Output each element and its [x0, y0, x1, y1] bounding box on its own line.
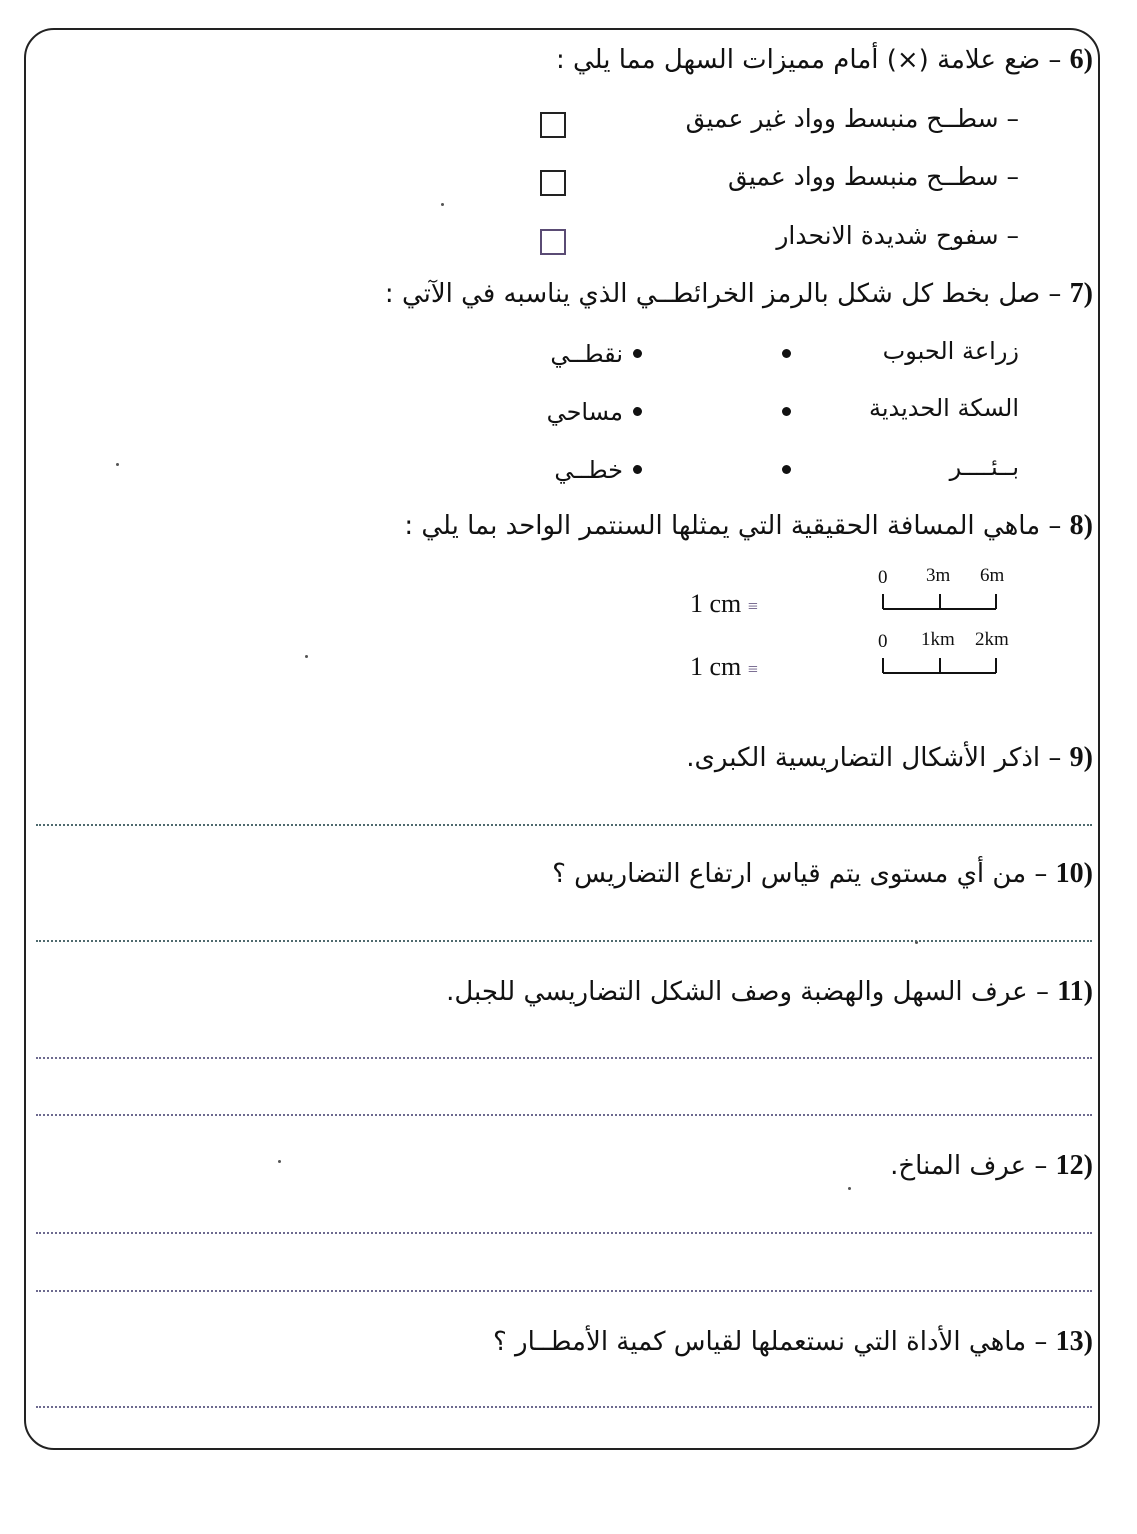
question-8 — [404, 510, 1093, 542]
q7-term-1: زراعة الحبوب — [882, 337, 1019, 365]
question-10-number: 10) — [1055, 858, 1093, 889]
question-6-text: – ضع علامة (×) أمام مميزات السهل مما يلي : — [555, 45, 1062, 75]
scale-2-answer — [690, 652, 758, 684]
answer-line-q9[interactable] — [36, 824, 1092, 826]
question-8-text: – ماهي المسافة الحقيقية التي يمثلها السنتمر الواحد بما يلي : — [404, 511, 1062, 541]
scale-2-answer-value: 1 cm — [690, 652, 742, 681]
question-6 — [556, 44, 1093, 76]
scale-1-tick-1: 3m — [926, 565, 951, 586]
scale-1-answer-value: 1 cm — [690, 589, 742, 618]
question-11-text: – عرف السهل والهضبة وصف الشكل التضاريسي للجبل. — [446, 977, 1049, 1007]
q7-term-dot-3[interactable] — [782, 465, 791, 474]
q7-symbol-2: مساحي — [546, 398, 623, 426]
scale-2-equiv: ≡ — [747, 659, 758, 679]
q6-checkbox-2[interactable] — [540, 170, 566, 196]
q7-term-dot-1[interactable] — [782, 349, 791, 358]
question-6-number: 6) — [1069, 44, 1093, 75]
scan-speck — [441, 203, 444, 206]
q6-option-3: – سفوح شديدة الانحدار — [776, 221, 1019, 250]
question-12-number: 12) — [1055, 1150, 1093, 1181]
q7-term-dot-2[interactable] — [782, 407, 791, 416]
question-9 — [686, 742, 1093, 774]
question-7-text: – صل بخط كل شكل بالرمز الخرائطــي الذي يناسبه في الآتي : — [384, 279, 1062, 309]
q7-symbol-dot-1[interactable] — [633, 349, 642, 358]
question-13 — [493, 1326, 1093, 1358]
q7-term-3: بــئــــر — [949, 453, 1019, 481]
answer-line-q10[interactable] — [36, 940, 1092, 942]
answer-line-q12-1[interactable] — [36, 1232, 1092, 1234]
question-10-text: – من أي مستوى يتم قياس ارتفاع التضاريس ؟ — [552, 859, 1048, 889]
scan-speck — [915, 941, 918, 944]
answer-line-q11-1[interactable] — [36, 1057, 1092, 1059]
question-9-number: 9) — [1069, 742, 1093, 773]
q6-option-1: – سطــح منبسط وواد غير عميق — [685, 104, 1019, 133]
scale-2-tick-2: 2km — [975, 629, 1009, 650]
answer-line-q13[interactable] — [36, 1406, 1092, 1408]
question-11 — [446, 976, 1093, 1008]
question-7-number: 7) — [1069, 278, 1093, 309]
question-9-text: – اذكر الأشكال التضاريسية الكبرى. — [686, 743, 1062, 773]
scale-2-tick-0: 0 — [878, 631, 888, 652]
question-12 — [890, 1150, 1093, 1182]
scale-1-equiv: ≡ — [747, 596, 758, 616]
answer-line-q12-2[interactable] — [36, 1290, 1092, 1292]
q7-symbol-3: خطــي — [554, 456, 623, 484]
q6-option-2: – سطــح منبسط وواد عميق — [727, 162, 1019, 191]
scale-bar-1 — [878, 590, 1002, 612]
question-12-text: – عرف المناخ. — [890, 1151, 1048, 1181]
scan-speck — [278, 1160, 281, 1163]
scan-speck — [116, 463, 119, 466]
scale-2-tick-1: 1km — [921, 629, 955, 650]
question-8-number: 8) — [1069, 510, 1093, 541]
q7-symbol-dot-3[interactable] — [633, 465, 642, 474]
q7-symbol-1: نقطــي — [550, 340, 623, 368]
q6-checkbox-1[interactable] — [540, 112, 566, 138]
question-10 — [552, 858, 1093, 890]
question-7 — [385, 278, 1093, 310]
scale-1-tick-2: 6m — [980, 565, 1005, 586]
q7-term-2: السكة الحديدية — [868, 394, 1019, 422]
question-13-text: – ماهي الأداة التي نستعملها لقياس كمية الأمطــار ؟ — [492, 1327, 1048, 1357]
q7-symbol-dot-2[interactable] — [633, 407, 642, 416]
question-13-number: 13) — [1055, 1326, 1093, 1357]
answer-line-q11-2[interactable] — [36, 1114, 1092, 1116]
scale-bar-2 — [878, 654, 1002, 676]
question-11-number: 11) — [1057, 976, 1093, 1007]
scan-speck — [305, 655, 308, 658]
scale-1-answer — [690, 589, 758, 621]
q6-checkbox-3[interactable] — [540, 229, 566, 255]
scale-1-tick-0: 0 — [878, 567, 888, 588]
scan-speck — [848, 1187, 851, 1190]
